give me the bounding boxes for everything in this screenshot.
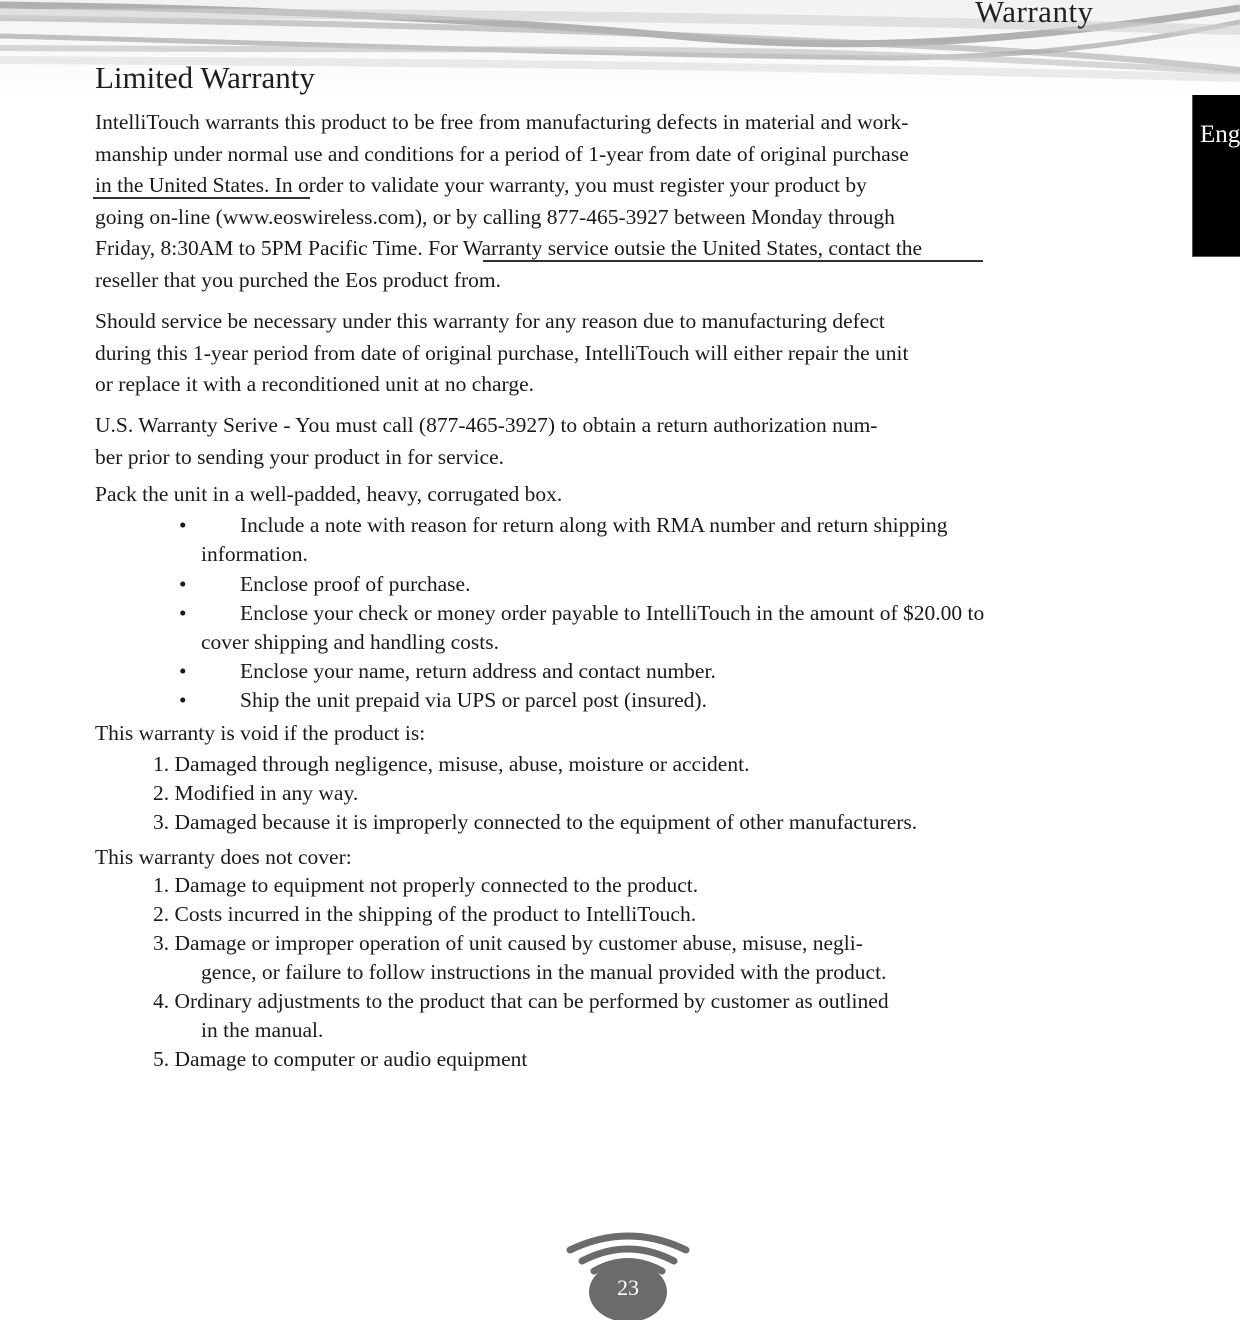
list-item: 1. Damaged through negligence, misuse, abuse, moisture or accident. [153,752,750,776]
intro-paragraph [95,107,922,296]
language-tab-label: Eng [1200,121,1240,148]
void-heading: This warranty is void if the product is: [95,721,426,745]
list-item: 1. Damage to equipment not properly connected to the product. [153,873,699,897]
text-line: Friday, 8:30AM to 5PM Pacific Time. For Warranty service outsie the United States, contact the [95,236,923,260]
page-title: Limited Warranty [95,60,315,95]
wireless-logo-icon [566,1228,690,1320]
us-service-paragraph [95,410,877,473]
list-item: 4. Ordinary adjustments to the product that can be performed by customer as outlined [153,989,889,1013]
text-line: or replace it with a reconditioned unit at no charge. [95,372,534,396]
service-paragraph [95,306,908,401]
text-line: ber prior to sending your product in for service. [95,444,504,469]
bullet-icon: • [179,572,187,596]
underline-mark [93,197,310,199]
list-item: 5. Damage to computer or audio equipment [153,1047,528,1071]
language-tab[interactable] [1192,95,1240,257]
exclusions-heading: This warranty does not cover: [95,845,352,869]
text-line: reseller that you purched the Eos product from. [95,267,501,292]
text-line: U.S. Warranty Serive - You must call (877-465-3927) to obtain a return authorization num- [95,413,878,437]
list-item-continuation: gence, or failure to follow instructions in the manual provided with the product. [201,960,887,984]
text-line: in the United States. In order to validate your warranty, you must register your product by [95,173,867,197]
text-line: Pack the unit in a well-padded, heavy, corrugated box. [95,482,563,506]
underline-mark [483,260,983,262]
text-line: during this 1-year period from date of original purchase, IntelliTouch will either repair the unit [95,340,909,365]
bullet-icon: • [179,601,187,625]
bullet-icon: • [179,688,187,712]
text-line: manship under normal use and conditions for a period of 1-year from date of original purchase [95,141,909,166]
text-line: Should service be necessary under this warranty for any reason due to manufacturing defect [95,309,885,333]
list-item: 3. Damage or improper operation of unit caused by customer abuse, misuse, negli- [153,931,863,955]
pack-paragraph [95,479,562,511]
list-item: 3. Damaged because it is improperly connected to the equipment of other manufacturers. [153,810,918,834]
bullet-icon: • [179,659,187,683]
list-item-continuation: in the manual. [201,1018,324,1042]
bullet-icon: • [179,513,187,537]
text-line: IntelliTouch warrants this product to be free from manufacturing defects in material and work- [95,110,909,134]
list-item: 2. Modified in any way. [153,781,359,805]
list-item: 2. Costs incurred in the shipping of the product to IntelliTouch. [153,902,697,926]
text-line: going on-line (www.eoswireless.com), or by calling 877-465-3927 between Monday through [95,204,895,229]
section-title: Warranty [975,0,1094,29]
page-number: 23 [617,1275,639,1300]
